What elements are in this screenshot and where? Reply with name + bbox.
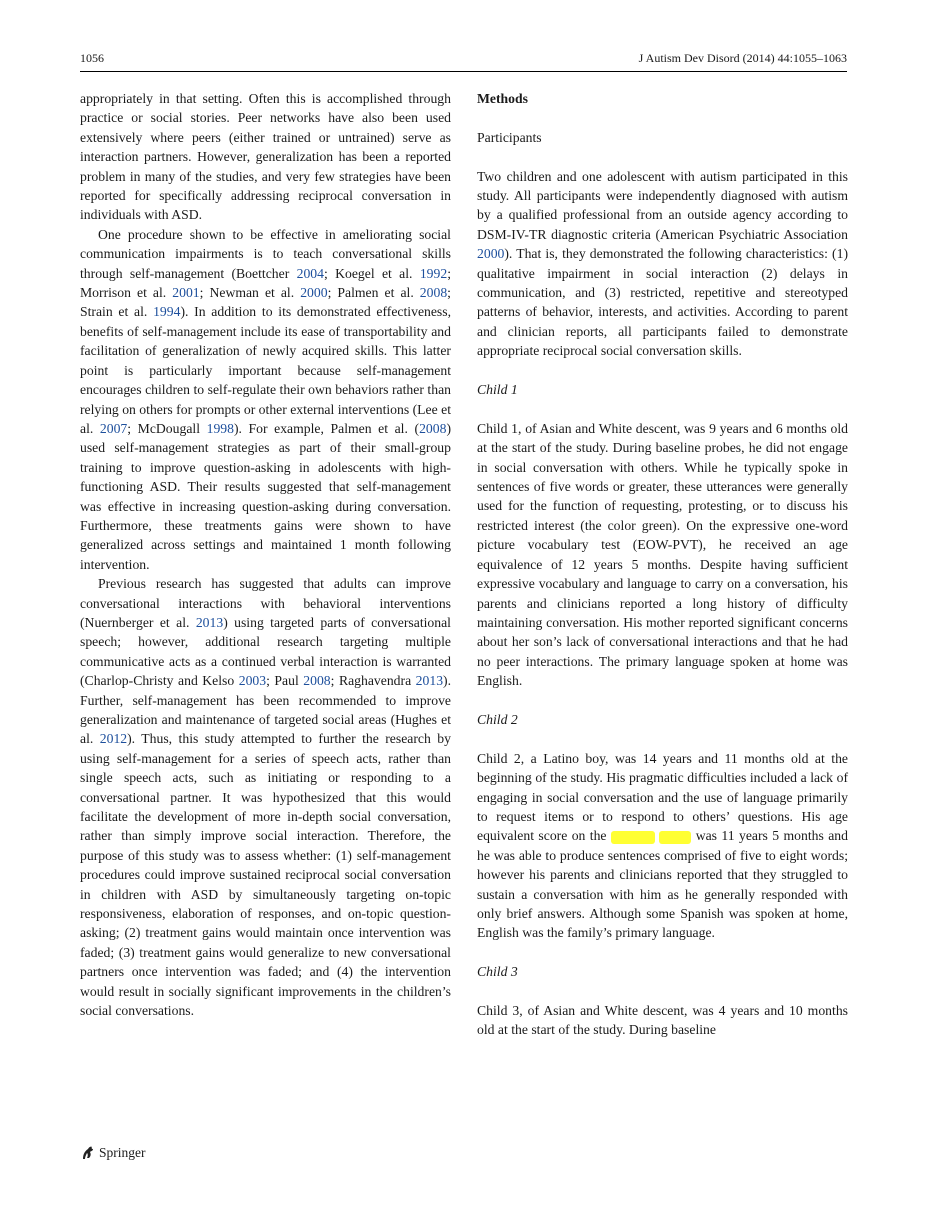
citation-link[interactable]: 2003: [238, 673, 267, 689]
left-column: [80, 89, 451, 1021]
citation-link[interactable]: 1998: [206, 420, 234, 436]
paragraph-child-3: Child 3, of Asian and White descent, was 4 years and 10 months old at the start of the study. During baseline: [477, 1002, 848, 1038]
citation-link[interactable]: 2004: [296, 265, 324, 281]
subheading-child-2: Child 2: [477, 711, 518, 727]
citation-link[interactable]: 2001: [172, 285, 200, 301]
subsection-heading-participants: Participants: [477, 129, 542, 145]
citation-link[interactable]: 1992: [419, 265, 448, 281]
journal-citation: J Autism Dev Disord (2014) 44:1055–1063: [638, 51, 847, 65]
publisher-name: Springer: [99, 1145, 146, 1160]
running-header: [80, 51, 847, 72]
citation-link[interactable]: 2013: [415, 673, 444, 689]
citation-link[interactable]: 1994: [153, 304, 181, 320]
page-number: 1056: [80, 51, 104, 65]
citation-link[interactable]: 2000: [477, 246, 505, 262]
paragraph-child-2: Child 2, a Latino boy, was 14 years and 11 months old at the beginning of the study. His pragmatic difficulties included a lack of engaging in social conversation and the use of language primarily to request items or to respond to others’ questions. His age equivalent score on the was 11 years 5 months and he was able to produce sentences comprised of five to eight words; however his parents and clinicians reported that they struggled to sustain a conversation with him as he generally responded with only brief answers. Although some Spanish was spoken at home, English was the family’s primary language.: [477, 750, 848, 941]
section-heading-methods: Methods: [477, 91, 528, 106]
paragraph-intro-end: appropriately in that setting. Often this is accomplished through practice or social stories. Peer networks have also been used extensively where peers (either trained or untrained) serve as interaction partners. However, generalization has been a reported problem in many of the studies, and very few strategies have been reported for specifically addressing reciprocal conversation in individuals with ASD.: [80, 91, 451, 223]
highlight-mark: [611, 831, 655, 844]
paragraph-child-1: Child 1, of Asian and White descent, was 9 years and 6 months old at the start of the study. During baseline probes, he did not engage in social conversation with others. While he typically spoke in sentences of five words or greater, these utterances were generally used for the function of requesting, protesting, or to discuss his restricted interest (the color green). On the expressive one-word picture vocabulary test (EOW-PVT), he received an age equivalence of 12 years 5 months. Despite having sufficient expressive vocabulary and language to carry on a conversation, his parents and clinicians reported a long history of difficulty maintaining conversation. His mother reported significant concerns about her son’s lack of conversational interactions and that he had no peer interactions. The primary language spoken at home was English.: [477, 420, 848, 689]
subheading-child-3: Child 3: [477, 964, 518, 980]
paragraph-participants: Two children and one adolescent with autism participated in this study. All participants were independently diagnosed with autism by a qualified professional from an outside agency according to DSM-IV-TR diagnostic criteria (American Psychiatric Association 2000). That is, they demonstrated the following characteristics: (1) qualitative impairment in social interaction (2) delays in communication, and (3) restricted, repetitive and stereotyped patterns of behavior, interests, and activities. According to parent and clinician reports, all participants failed to demonstrate appropriate reciprocal social conversation skills.: [477, 168, 848, 359]
paragraph-self-management: One procedure shown to be effective in ameliorating social communication impairments is to teach conversational skills through self-management (Boettcher 2004; Koegel et al. 1992; Morrison et al. 2001; Newman et al. 2000; Palmen et al. 2008; Strain et al. 1994). In addition to its demonstrated effectiveness, benefits of self-management include its ease of transportability and facilitation of generalization of newly acquired skills. This latter point is particularly important because self-management encourages children to self-regulate their own behaviors rather than relying on others for prompts or other external interventions (Lee et al. 2007; McDougall 1998). For example, Palmen et al. (2008) used self-management strategies as part of their small-group training to improve question-asking in adolescents with high-functioning ASD. Their results suggested that self-management was effective in increasing question-asking during conversation. Furthermore, these treatments gains were shown to have generalized across settings and maintained 1 month following intervention.: [80, 226, 452, 572]
citation-link[interactable]: 2012: [99, 731, 128, 747]
paragraph-previous-research: Previous research has suggested that adults can improve conversational interactions with behavioral interventions (Nuernberger et al. 2013) using targeted parts of conversational speech; however, additional research targeting multiple communicative acts as a continued verbal interaction is warranted (Charlop-Christy and Kelso 2003; Paul 2008; Raghavendra 2013). Further, self-management has been recommended to improve generalization and maintenance of targeted social areas (Hughes et al. 2012). Thus, this study attempted to further the research by using self-management for a series of speech acts, rather than single speech acts, such as initiating or responding to a conversational partner. It was hypothesized that this would facilitate the development of more in-depth social conversation, rather than simply improve social interaction. Therefore, the purpose of this study was to assess whether: (1) self-management procedures could improve sustained reciprocal social conversation in children with ASD by simultaneously targeting on-topic responsiveness, elaboration of responses, and on-topic question-asking; (2) treatment gains would maintain once intervention was faded; (3) treatment gains would generalize to new conversational partners once intervention was faded; and (4) the intervention would result in socially significant improvements in the children’s social conversations.: [80, 576, 452, 1019]
publisher-footer: [80, 1145, 146, 1161]
citation-link[interactable]: 2007: [99, 420, 128, 436]
citation-link[interactable]: 2008: [303, 673, 331, 689]
citation-link[interactable]: 2008: [419, 420, 447, 436]
highlight-mark: [659, 831, 691, 844]
citation-link[interactable]: 2008: [419, 285, 448, 301]
citation-link[interactable]: 2013: [195, 614, 224, 630]
subheading-child-1: Child 1: [477, 382, 518, 398]
right-column: [477, 89, 848, 1040]
springer-horse-icon: [80, 1145, 96, 1161]
citation-link[interactable]: 2000: [300, 285, 328, 301]
